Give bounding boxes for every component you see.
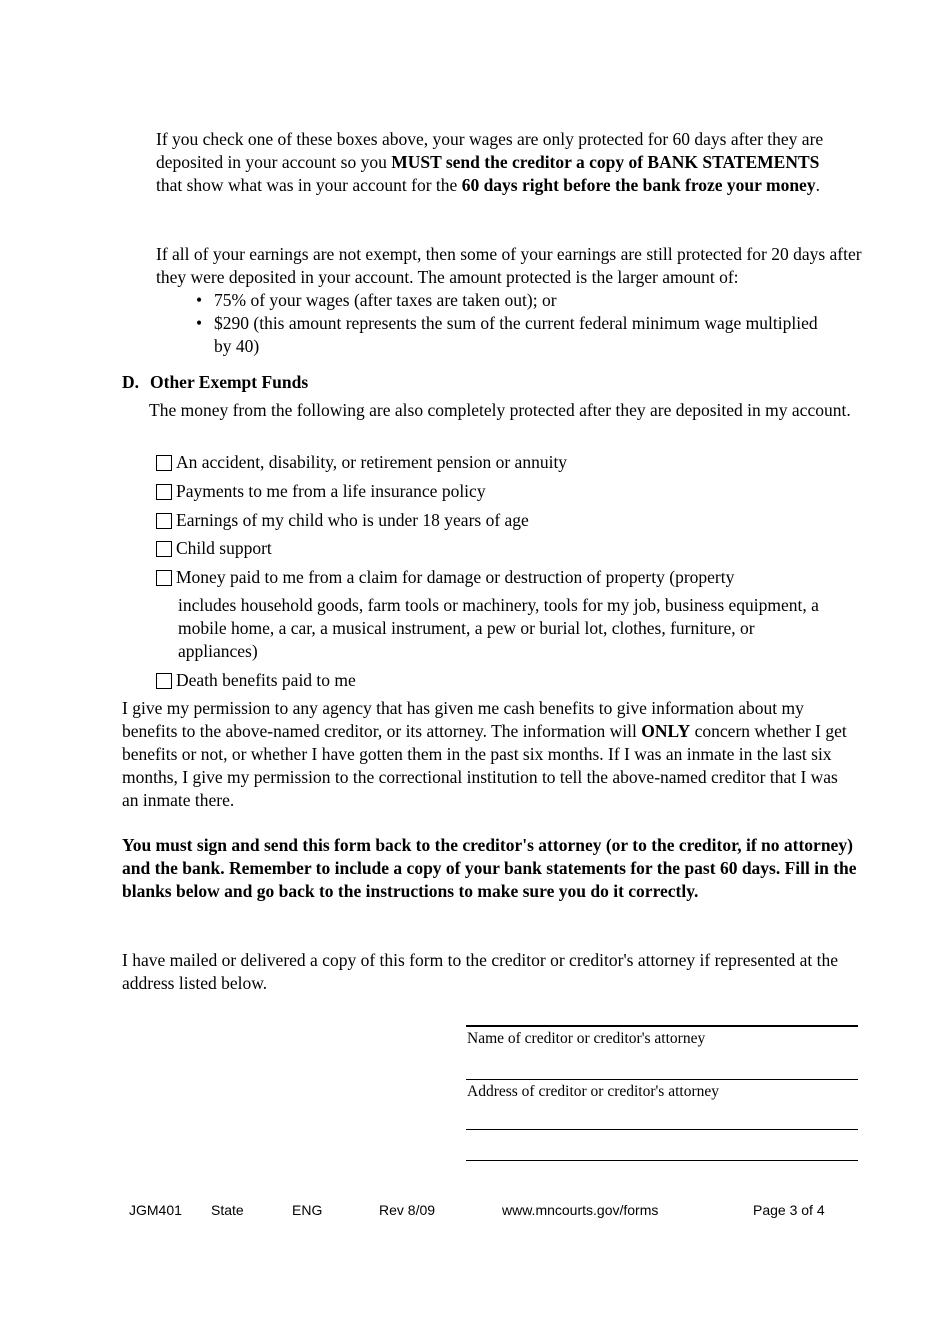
wages-protection-paragraph: If you check one of these boxes above, your wages are only protected for 60 days after they are deposited in your account so you MUST send the creditor a copy of BANK STATEMENTS that show what was in your account for the 60 days right before the bank froze your money.: [156, 129, 824, 195]
footer-form-id: JGM401: [129, 1202, 182, 1218]
footer-language: ENG: [292, 1202, 323, 1218]
only-emphasis: ONLY: [641, 721, 691, 741]
option-life-insurance: [156, 480, 836, 503]
footer-state: State: [211, 1202, 244, 1218]
creditor-address-label: Address of creditor or creditor's attorney: [467, 1083, 719, 1100]
checkbox[interactable]: [156, 484, 172, 500]
earnings-paragraph: If all of your earnings are not exempt, then some of your earnings are still protected for 20 days after they were deposited in your account. The amount protected is the larger amount of:: [156, 244, 862, 287]
checkbox[interactable]: [156, 455, 172, 471]
option-child-support: [156, 537, 836, 560]
footer-revision: Rev 8/09: [379, 1202, 436, 1218]
mailed-statement: I have mailed or delivered a copy of this form to the creditor or creditor's attorney if represented at the address listed below.: [122, 950, 838, 993]
option-label: Death benefits paid to me: [176, 670, 356, 690]
permission-paragraph: I give my permission to any agency that has given me cash benefits to give information about my benefits to the above-named creditor, or its attorney. The information will ONLY concern whether I get benefits or not, or whether I have gotten them in the past six months. If I was an inmate in the last six months, I give my permission to the correctional institution to tell the above-named creditor that I was an inmate there.: [122, 698, 847, 810]
option-label: Child support: [176, 538, 272, 558]
must-sign-instructions: You must sign and send this form back to the creditor's attorney (or to the creditor, if no attorney) and the bank. Remember to include a copy of your bank statements for the past 60 days. Fill in the blanks below and go back to the instructions to make sure you do it correctly.: [122, 835, 857, 901]
creditor-address-line-3[interactable]: [466, 1160, 858, 1161]
checkbox[interactable]: [156, 673, 172, 689]
option-child-earnings: [156, 509, 836, 532]
bullet-icon: •: [196, 290, 203, 310]
section-d-intro: The money from the following are also completely protected after they are deposited in my account.: [149, 400, 851, 420]
bank-statements-emphasis: MUST send the creditor a copy of BANK STATEMENTS: [391, 152, 820, 172]
checkbox[interactable]: [156, 570, 172, 586]
option-death-benefits: [156, 669, 836, 692]
option-label: Money paid to me from a claim for damage or destruction of property (property: [176, 567, 735, 587]
section-d-heading: D. Other Exempt Funds: [122, 372, 309, 392]
list-item: • 75% of your wages (after taxes are taken out); or: [196, 290, 557, 310]
option-label: Earnings of my child who is under 18 years of age: [176, 510, 529, 530]
option-property-damage: [156, 566, 836, 589]
creditor-address-line-2[interactable]: [466, 1129, 858, 1130]
footer-page-number: Page 3 of 4: [753, 1202, 825, 1218]
option-pension-annuity: [156, 451, 836, 474]
sixty-days-emphasis: 60 days right before the bank froze your money: [461, 175, 816, 195]
bullet-icon: •: [196, 313, 203, 333]
footer-website: www.mncourts.gov/forms: [502, 1202, 659, 1218]
checkbox[interactable]: [156, 541, 172, 557]
option-label: Payments to me from a life insurance policy: [176, 481, 486, 501]
option-label: An accident, disability, or retirement pension or annuity: [176, 452, 568, 472]
list-item: • $290 (this amount represents the sum of the current federal minimum wage multiplied by 40): [196, 313, 818, 356]
protected-amount-list: [192, 289, 832, 358]
creditor-name-label: Name of creditor or creditor's attorney: [467, 1030, 706, 1047]
property-damage-details: includes household goods, farm tools or machinery, tools for my job, business equipment, a mobile home, a car, a musical instrument, a pew or burial lot, clothes, furniture, or appliances): [178, 595, 819, 661]
checkbox[interactable]: [156, 513, 172, 529]
